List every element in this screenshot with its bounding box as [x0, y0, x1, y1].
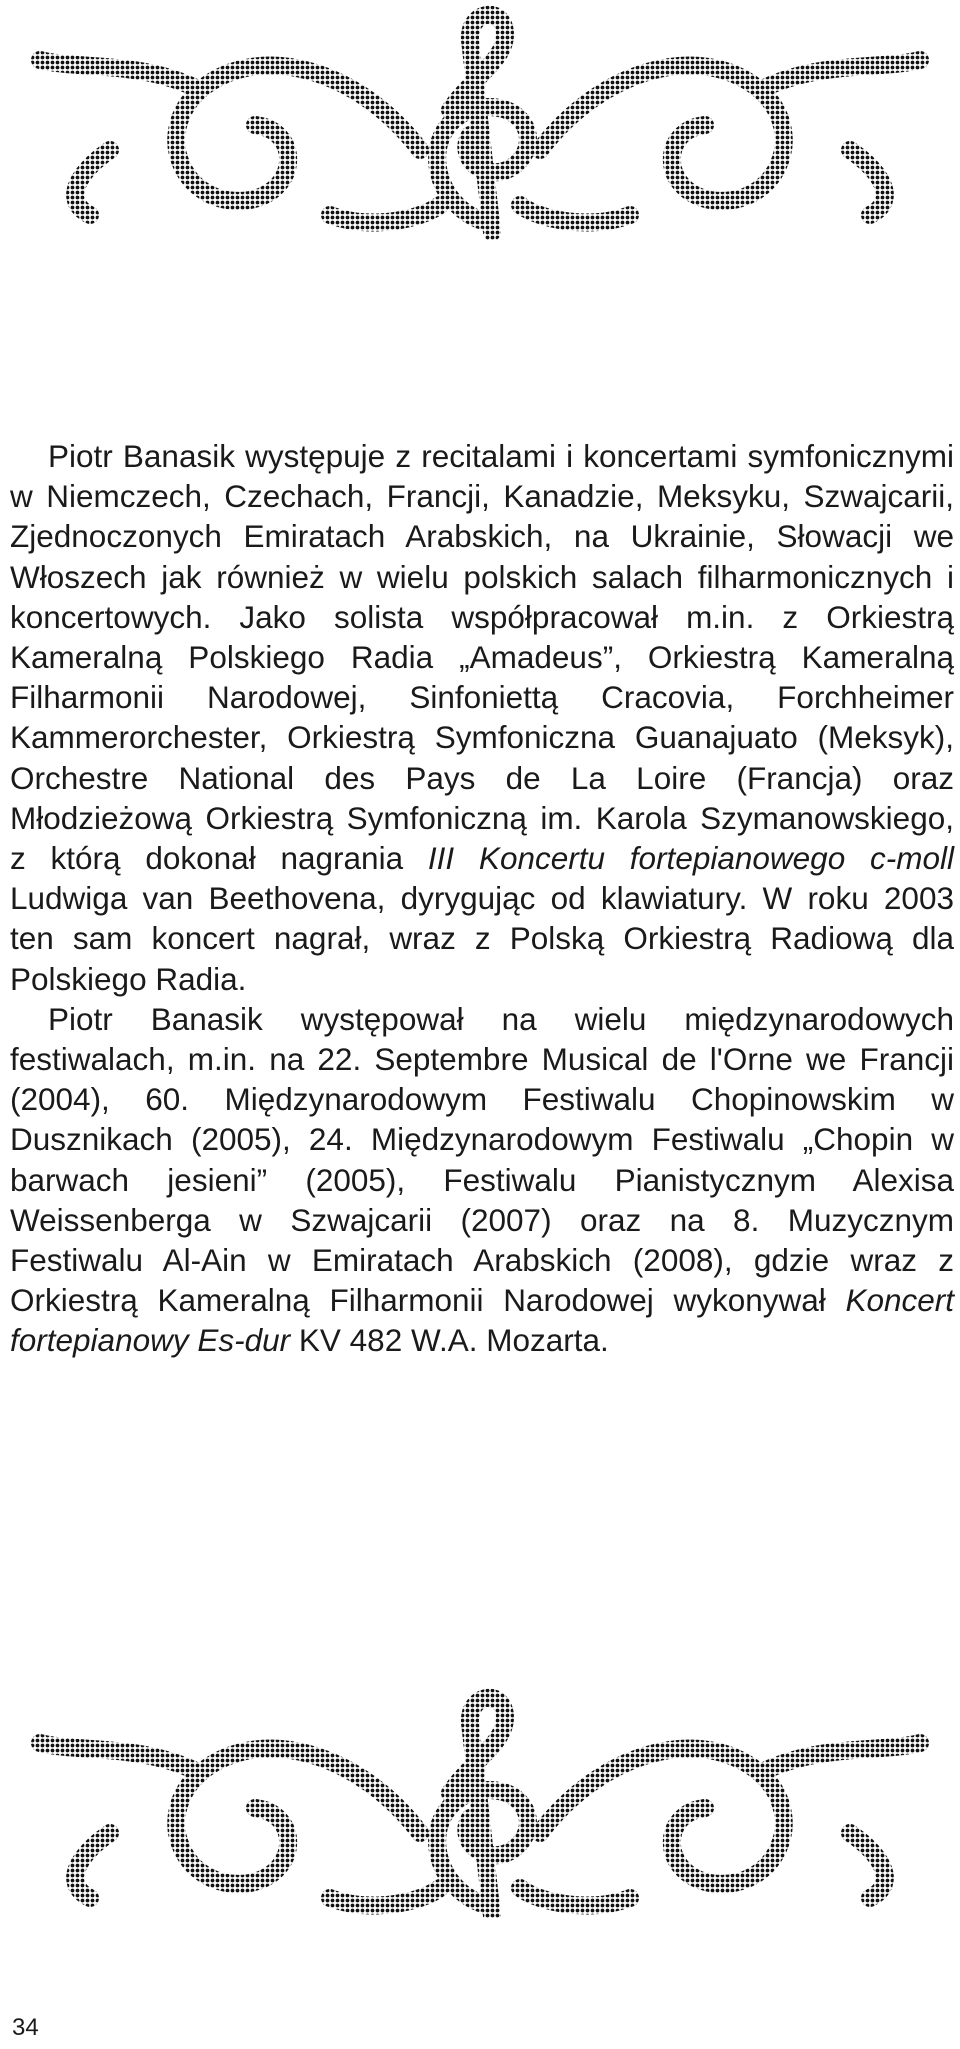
text-run: Piotr Banasik występuje z recitalami i koncertami symfonicznymi w Niemczech, Czechach, Francji, Kanadzie, Meksyku, Szwajcarii, Zjednoczonych Emiratach Arabskich, na Ukrainie, Słowacji we Włoszech jak również w wielu polskich salach filharmonicznych i koncertowych. Jako solista współpracował m.in. z Orkiestrą Kameralną Polskiego Radia „Amadeus”, Orkiestrą Kameralną Filharmonii Narodowej, Sinfoniettą Cracovia, Forchheimer Kammerorchester, Orkiestrą Symfoniczna Guanajuato (Meksyk), Orchestre National des Pays de La Loire (Francja) oraz Młodzieżową Orkiestrą Symfoniczną im. Karola Szymanowskiego, z którą dokonał nagrania — [10, 438, 954, 877]
text-run: KV 482 W.A. Mozarta. — [290, 1322, 609, 1359]
text-run: Ludwiga van Beethovena, dyrygując od klawiatury. W roku 2003 ten sam koncert nagrał, wraz z Polską Orkiestrą Radiową dla Polskiego Radia. — [10, 880, 954, 997]
paragraph-2 — [10, 999, 954, 1361]
treble-clef-ornament-top — [0, 0, 960, 240]
page-number: 34 — [12, 2014, 39, 2041]
treble-clef-ornament-bottom — [0, 1688, 960, 1918]
body-text — [10, 436, 954, 1361]
treble-clef-icon — [0, 1688, 960, 1918]
text-run: Piotr Banasik występował na wielu międzynarodowych festiwalach, m.in. na 22. Septembre Musical de l'Orne we Francji (2004), 60. Międzynarodowym Festiwalu Chopinowskim w Dusznikach (2005), 24. Międzynarodowym Festiwalu „Chopin w barwach jesieni” (2005), Festiwalu Pianistycznym Alexisa Weissenberga w Szwajcarii (2007) oraz na 8. Muzycznym Festiwalu Al-Ain w Emiratach Arabskich (2008), gdzie wraz z Orkiestrą Kameralną Filharmonii Narodowej wykonywał — [10, 1000, 954, 1319]
italic-title: III Koncertu fortepianowego c-moll — [427, 840, 954, 877]
italic-title: Koncert fortepianowy Es-dur — [10, 1282, 954, 1359]
paragraph-1 — [10, 436, 954, 999]
treble-clef-icon — [0, 0, 960, 240]
